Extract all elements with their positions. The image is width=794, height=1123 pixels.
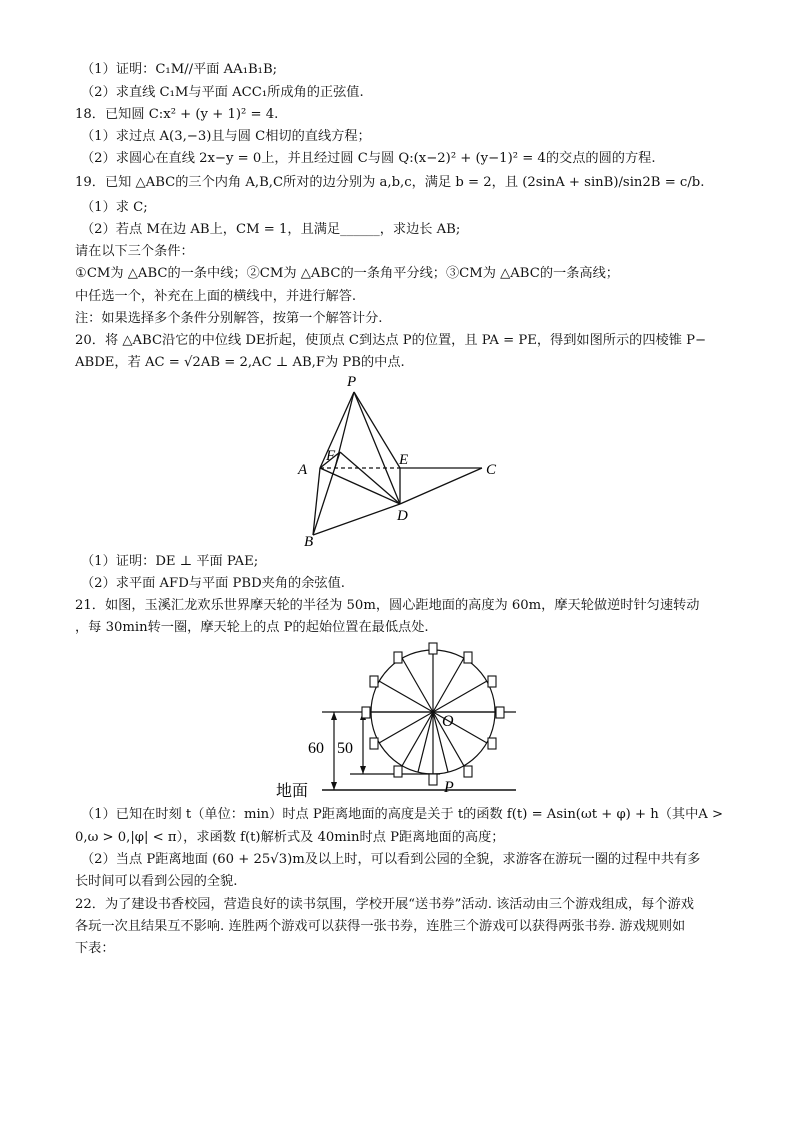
label-D: D bbox=[397, 508, 408, 524]
q19-conditions: ①CM为 △ABC的一条中线；②CM为 △ABC的一条角平分线；③CM为 △ABC的一条高线； bbox=[75, 266, 619, 281]
q18-part1: （1）求过点 A(3,−3)且与圆 C相切的直线方程； bbox=[81, 129, 371, 144]
q19-stem: 19．已知 △ABC的三个内角 A,B,C所对的边分别为 a,b,c，满足 b = 2，且 (2sinA + sinB)/sin2B = c/b. bbox=[75, 175, 705, 190]
q21-part1-a: （1）已知在时刻 t（单位：min）时点 P距离地面的高度是关于 t的函数 f(t) = Asin(ωt + φ) + h（其中A > bbox=[81, 807, 724, 822]
q22-stem-1: 22．为了建设书香校园，营造良好的读书氛围，学校开展“送书券”活动. 该活动由三个游戏组成，每个游戏 bbox=[75, 897, 694, 912]
q18-stem: 18．已知圆 C:x² + (y + 1)² = 4. bbox=[75, 107, 279, 122]
label-P: P bbox=[347, 374, 357, 390]
q21-part1-b: 0,ω > 0,|φ| < π），求函数 f(t)解析式及 40min时点 P距离地面的高度； bbox=[75, 830, 505, 845]
q19-part2: （2）若点 M在边 AB上，CM = 1，且满足______，求边长 AB; bbox=[81, 222, 461, 237]
label-point-P: P bbox=[444, 779, 454, 796]
q21-part2-a: （2）当点 P距离地面 (60 + 25√3)m及以上时，可以看到公园的全貌，求游客在游玩一圈的过程中共有多 bbox=[81, 852, 701, 867]
q19-prompt: 请在以下三个条件： bbox=[75, 244, 194, 259]
ferris-wheel-figure bbox=[270, 632, 530, 800]
q20-part2: （2）求平面 AFD与平面 PBD夹角的余弦值. bbox=[81, 576, 345, 591]
q20-stem-1: 20．将 △ABC沿它的中位线 DE折起，使顶点 C到达点 P的位置，且 PA = PE，得到如图所示的四棱锥 P− bbox=[75, 333, 707, 348]
q18-part2: （2）求圆心在直线 2x−y = 0上，并且经过圆 C与圆 Q:(x−2)² + (y−1)² = 4的交点的圆的方程. bbox=[81, 151, 656, 166]
label-C: C bbox=[486, 462, 497, 478]
q20-stem-2: ABDE，若 AC = √2AB = 2,AC ⊥ AB,F为 PB的中点. bbox=[75, 355, 405, 370]
label-F: F bbox=[326, 448, 336, 464]
q21-stem-2: ，每 30min转一圈，摩天轮上的点 P的起始位置在最低点处. bbox=[75, 620, 429, 635]
q21-stem-1: 21．如图，玉溪汇龙欢乐世界摩天轮的半径为 50m，圆心距地面的高度为 60m，摩天轮做逆时针匀速转动 bbox=[75, 598, 700, 613]
q22-stem-3: 下表： bbox=[75, 941, 115, 956]
pyramid-figure bbox=[290, 370, 510, 550]
label-50: 50 bbox=[337, 740, 353, 757]
q19-choose: 中任选一个，补充在上面的横线中，并进行解答. bbox=[75, 289, 357, 304]
q22-stem-2: 各玩一次且结果互不影响. 连胜两个游戏可以获得一张书券，连胜三个游戏可以获得两张书券. 游戏规则如 bbox=[75, 919, 686, 934]
q19-note: 注：如果选择多个条件分别解答，按第一个解答计分. bbox=[75, 311, 383, 326]
q20-part1: （1）证明：DE ⊥ 平面 PAE; bbox=[81, 554, 259, 569]
q17-part1: （1）证明：C₁M//平面 AA₁B₁B; bbox=[81, 62, 278, 77]
q17-part2: （2）求直线 C₁M与平面 ACC₁所成角的正弦值. bbox=[81, 85, 364, 100]
label-E: E bbox=[399, 452, 409, 468]
label-60: 60 bbox=[308, 740, 324, 757]
q21-part2-b: 长时间可以看到公园的全貌. bbox=[75, 874, 238, 889]
label-A: A bbox=[298, 462, 308, 478]
label-B: B bbox=[304, 534, 314, 550]
label-O: O bbox=[442, 713, 454, 730]
label-ground: 地面 bbox=[276, 783, 309, 800]
q19-part1: （1）求 C; bbox=[81, 200, 148, 215]
